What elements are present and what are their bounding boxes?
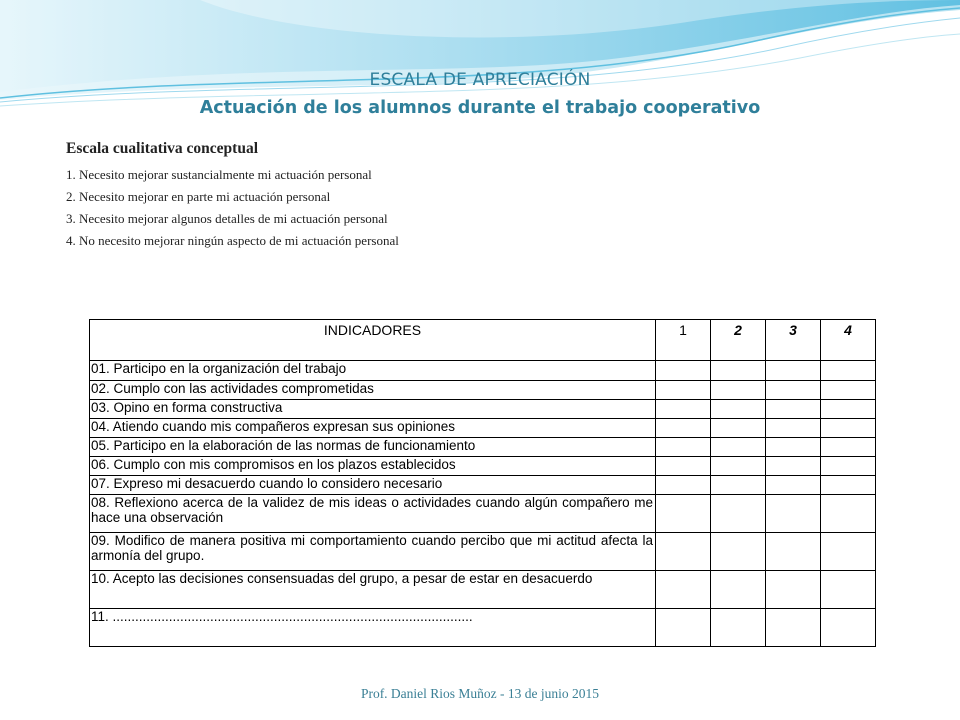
score-cell[interactable] (711, 361, 766, 381)
indicator-label: 07. Expreso mi desacuerdo cuando lo considero necesario (90, 476, 656, 495)
score-cell[interactable] (766, 400, 821, 419)
table-header-row (90, 320, 876, 361)
score-cell[interactable] (766, 609, 821, 647)
indicator-label: 06. Cumplo con mis compromisos en los plazos establecidos (90, 457, 656, 476)
score-cell[interactable] (656, 400, 711, 419)
table-row (90, 476, 876, 495)
score-cell[interactable] (766, 381, 821, 400)
score-cell[interactable] (656, 533, 711, 571)
table-row (90, 609, 876, 647)
score-cell[interactable] (766, 495, 821, 533)
page-subtitle: Actuación de los alumnos durante el trabajo cooperativo (199, 98, 761, 118)
indicator-label: 05. Participo en la elaboración de las normas de funcionamiento (90, 438, 656, 457)
score-cell[interactable] (766, 419, 821, 438)
indicator-label: 08. Reflexiono acerca de la validez de mis ideas o actividades cuando algún compañero me hace una observación (90, 495, 656, 533)
page-title: ESCALA DE APRECIACIÓN (369, 70, 591, 90)
table-row (90, 571, 876, 609)
score-cell[interactable] (711, 609, 766, 647)
score-cell[interactable] (656, 609, 711, 647)
header-score-1: 1 (656, 320, 711, 361)
score-cell[interactable] (656, 476, 711, 495)
score-cell[interactable] (821, 609, 876, 647)
scale-heading: Escala cualitativa conceptual (66, 140, 259, 157)
score-cell[interactable] (656, 361, 711, 381)
qualitative-scale (66, 140, 486, 254)
score-cell[interactable] (656, 381, 711, 400)
table-row (90, 495, 876, 533)
score-cell[interactable] (711, 571, 766, 609)
score-cell[interactable] (711, 438, 766, 457)
score-cell[interactable] (766, 571, 821, 609)
score-cell[interactable] (766, 476, 821, 495)
score-cell[interactable] (711, 400, 766, 419)
header-score-2: 2 (711, 320, 766, 361)
score-cell[interactable] (821, 438, 876, 457)
score-cell[interactable] (656, 438, 711, 457)
score-cell[interactable] (711, 476, 766, 495)
table-row (90, 438, 876, 457)
score-cell[interactable] (656, 571, 711, 609)
scale-item: 1. Necesito mejorar sustancialmente mi actuación personal (66, 167, 372, 182)
score-cell[interactable] (766, 457, 821, 476)
score-cell[interactable] (766, 533, 821, 571)
score-cell[interactable] (821, 419, 876, 438)
score-cell[interactable] (711, 381, 766, 400)
table-row (90, 419, 876, 438)
score-cell[interactable] (656, 419, 711, 438)
score-cell[interactable] (656, 457, 711, 476)
score-cell[interactable] (821, 571, 876, 609)
score-cell[interactable] (711, 457, 766, 476)
table-row (90, 533, 876, 571)
scale-item: 2. Necesito mejorar en parte mi actuación personal (66, 189, 331, 204)
score-cell[interactable] (656, 495, 711, 533)
score-cell[interactable] (766, 361, 821, 381)
score-cell[interactable] (766, 438, 821, 457)
indicator-label: 09. Modifico de manera positiva mi comportamiento cuando percibo que mi actitud afecta la armonía del grupo. (90, 533, 656, 571)
indicator-label: 11. ................................................................................................ (90, 609, 656, 647)
footer-credit: Prof. Daniel Rios Muñoz - 13 de junio 2015 (360, 686, 600, 701)
table-row (90, 381, 876, 400)
score-cell[interactable] (821, 400, 876, 419)
score-cell[interactable] (821, 457, 876, 476)
indicator-label: 04. Atiendo cuando mis compañeros expresan sus opiniones (90, 419, 656, 438)
indicator-label: 10. Acepto las decisiones consensuadas del grupo, a pesar de estar en desacuerdo (90, 571, 656, 609)
score-cell[interactable] (711, 495, 766, 533)
score-cell[interactable] (821, 495, 876, 533)
indicator-label: 02. Cumplo con las actividades comprometidas (90, 381, 656, 400)
header-indicators: INDICADORES (90, 320, 656, 361)
header-score-3: 3 (766, 320, 821, 361)
scale-item: 4. No necesito mejorar ningún aspecto de mi actuación personal (66, 233, 399, 248)
indicator-label: 01. Participo en la organización del trabajo (90, 361, 656, 381)
table-row (90, 400, 876, 419)
score-cell[interactable] (821, 533, 876, 571)
score-cell[interactable] (711, 533, 766, 571)
score-cell[interactable] (821, 361, 876, 381)
score-cell[interactable] (821, 381, 876, 400)
indicators-table (89, 319, 876, 647)
indicator-label: 03. Opino en forma constructiva (90, 400, 656, 419)
score-cell[interactable] (711, 419, 766, 438)
table-row (90, 457, 876, 476)
header-score-4: 4 (821, 320, 876, 361)
scale-item: 3. Necesito mejorar algunos detalles de mi actuación personal (66, 211, 388, 226)
table-row (90, 361, 876, 381)
score-cell[interactable] (821, 476, 876, 495)
